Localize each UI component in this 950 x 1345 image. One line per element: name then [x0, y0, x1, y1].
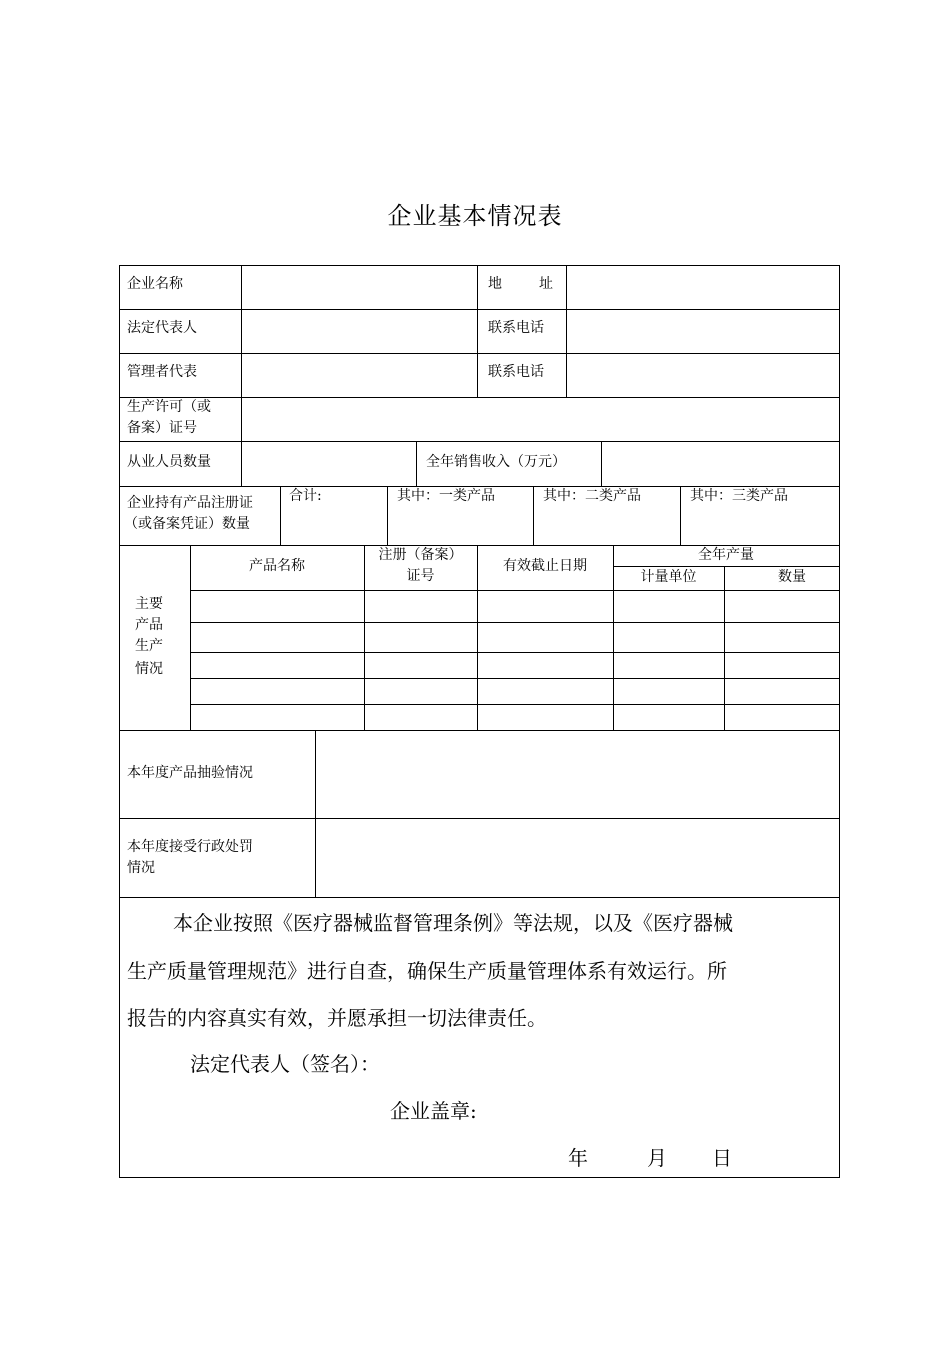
table-border-top: [119, 265, 840, 266]
col-header-unit: 计量单位: [640, 569, 697, 585]
penalty-label-line1: 本年度接受行政处罚: [127, 839, 253, 855]
col-divider: [680, 486, 681, 545]
declaration-line3: 报告的内容真实有效，并愿承担一切法律责任。: [127, 1006, 547, 1030]
cert-label-line2: （或备案凭证）数量: [124, 516, 250, 532]
date-month-label: 月: [647, 1146, 667, 1170]
row-divider: [119, 730, 840, 731]
license-label-line1: 生产许可（或: [127, 399, 211, 415]
penalty-label-line2: 情况: [127, 860, 155, 876]
company-name-label: 企业名称: [127, 276, 183, 292]
col-divider: [280, 486, 281, 545]
col-header-quantity: 数量: [778, 569, 806, 585]
row-divider: [190, 590, 840, 591]
row-divider: [119, 818, 840, 819]
row-divider: [190, 704, 840, 705]
cert-class2-label: 其中：二类产品: [543, 488, 641, 504]
row-divider: [190, 678, 840, 679]
col-header-reg-line1: 注册（备案）: [378, 547, 463, 563]
annual-sales-label: 全年销售收入（万元）: [426, 454, 566, 470]
date-day-label: 日: [712, 1146, 732, 1170]
row-divider: [119, 397, 840, 398]
col-divider: [601, 441, 602, 486]
col-divider: [533, 486, 534, 545]
table-border-bottom: [119, 1177, 840, 1178]
col-divider: [387, 486, 388, 545]
cert-label-line1: 企业持有产品注册证: [127, 495, 253, 511]
page-title: 企业基本情况表: [387, 202, 563, 230]
row-divider: [119, 897, 840, 898]
license-label-line2: 备案）证号: [127, 420, 197, 436]
phone-label: 联系电话: [488, 364, 544, 380]
products-section-label-2: 产品: [135, 617, 163, 633]
row-divider: [119, 353, 840, 354]
inspection-label: 本年度产品抽验情况: [127, 765, 253, 781]
products-section-label-1: 主要: [135, 596, 163, 612]
row-divider: [119, 309, 840, 310]
address-label-part1: 地: [488, 276, 502, 292]
address-label-part2: 址: [539, 276, 553, 292]
signature-label: 法定代表人（签名）：: [190, 1052, 380, 1076]
col-divider: [477, 265, 478, 397]
row-divider: [190, 622, 840, 623]
col-divider: [315, 730, 316, 897]
cert-class3-label: 其中：三类产品: [690, 488, 788, 504]
row-divider: [190, 652, 840, 653]
col-divider: [416, 441, 417, 486]
col-divider: [241, 441, 242, 486]
cert-class1-label: 其中：一类产品: [397, 488, 495, 504]
col-divider: [241, 265, 242, 441]
col-header-product-name: 产品名称: [249, 558, 305, 574]
table-border-left: [119, 265, 120, 1178]
row-divider: [119, 441, 840, 442]
table-border-right: [839, 265, 840, 1178]
employees-label: 从业人员数量: [127, 454, 211, 470]
date-year-label: 年: [568, 1146, 588, 1170]
manager-rep-label: 管理者代表: [127, 364, 197, 380]
cert-total-label: 合计:: [289, 488, 322, 504]
products-section-label-4: 情况: [135, 661, 163, 677]
col-header-annual-output: 全年产量: [698, 547, 754, 563]
col-header-reg-line2: 证号: [406, 568, 435, 584]
declaration-line2: 生产质量管理规范》进行自查，确保生产质量管理体系有效运行。所: [127, 959, 727, 983]
col-divider: [566, 265, 567, 397]
products-section-label-3: 生产: [135, 638, 163, 654]
declaration-line1: 本企业按照《医疗器械监督管理条例》等法规，以及《医疗器械: [173, 911, 733, 935]
phone-label: 联系电话: [488, 320, 544, 336]
seal-label: 企业盖章:: [390, 1099, 477, 1123]
col-divider: [724, 566, 725, 730]
col-header-expiry: 有效截止日期: [503, 558, 587, 574]
legal-rep-label: 法定代表人: [127, 320, 197, 336]
